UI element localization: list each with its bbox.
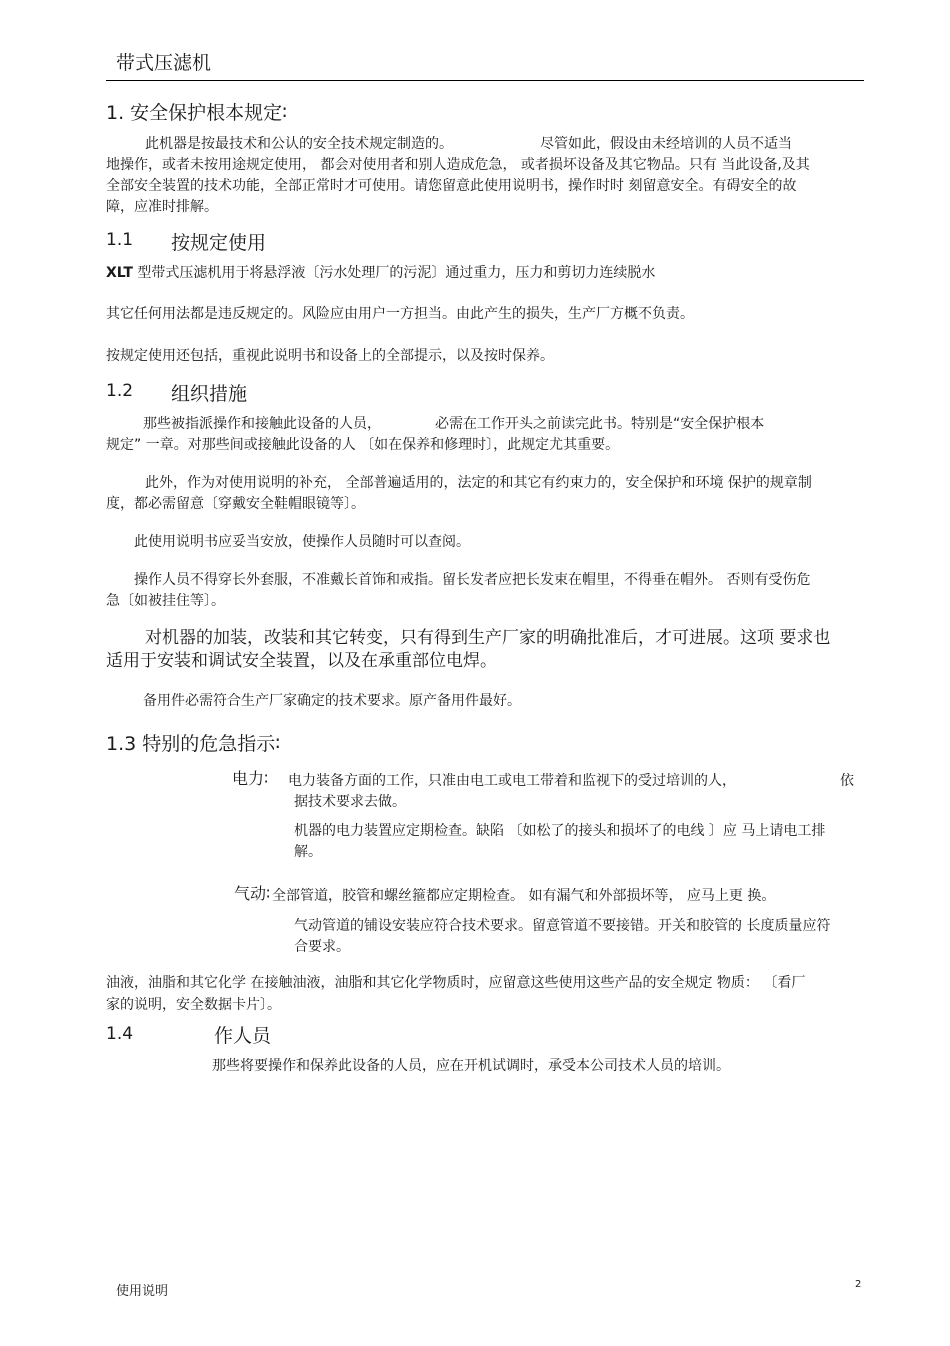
s12-para6: 备用件必需符合生产厂家确定的技术要求。原产备用件最好。 — [143, 693, 521, 709]
section-1-4-number: 1.4 — [106, 1024, 134, 1044]
section-1-2-number: 1.2 — [106, 381, 134, 401]
s11-para3: 按规定使用还包括，重视此说明书和设备上的全部提示，以及按时保养。 — [106, 348, 554, 364]
section-1-3-heading: 1.3 特别的危急指示∶ — [106, 733, 281, 755]
s12-para1a: 那些被指派操作和接触此设备的人员， — [143, 416, 381, 432]
s13-elec2a: 机器的电力装置应定期检查。缺陷 〔如松了的接头和损坏了的电线 〕应 马上请电工排 — [294, 823, 826, 839]
s12-para4a: 操作人员不得穿长外套服，不准戴长首饰和戒指。留长发者应把长发束在帽里，不得垂在帽外。 否则有受伤危 — [134, 572, 811, 588]
section-1-2-title: 组织措施 — [171, 383, 248, 405]
s11-para1 — [106, 262, 655, 284]
s12-para2b: 度，都必需留意〔穿戴安全鞋帽眼镜等〕。 — [106, 496, 365, 512]
s12-para1b: 必需在工作开头之前读完此书。特别是“安全保护根本 — [435, 416, 765, 432]
s13-elec1b: 依 — [840, 773, 854, 789]
s1-line1b: 尽管如此，假设由未经培训的人员不适当 — [540, 136, 792, 152]
s12-para5a: 对机器的加装，改装和其它转变，只有得到生产厂家的明确批准后，才可进展。这项 要求也 — [145, 628, 831, 648]
s1-line1a: 此机器是按最技术和公认的安全技术规定制造的。 — [145, 136, 453, 152]
section-1-1-title: 按规定使用 — [171, 232, 267, 254]
section-1-heading: 1. 安全保护根本规定∶ — [106, 102, 288, 124]
s13-oil1: 油液，油脂和其它化学 在接触油液，油脂和其它化学物质时，应留意这些使用这些产品的安全规定 物质： 〔看厂 — [106, 975, 806, 991]
header-divider — [106, 80, 864, 81]
s11-para1-text: 型带式压滤机用于将悬浮液〔污水处理厂的污泥〕通过重力，压力和剪切力连续脱水 — [132, 265, 656, 281]
s13-oil2: 家的说明，安全数据卡片〕。 — [106, 997, 281, 1013]
s12-para3: 此使用说明书应妥当安放，使操作人员随时可以查阅。 — [134, 534, 470, 550]
s13-pneu1: 全部管道，胶管和螺丝箍都应定期检查。 如有漏气和外部损坏等， 应马上更 换。 — [272, 888, 776, 904]
s12-para2a: 此外，作为对使用说明的补充， 全部普遍适用的，法定的和其它有约束力的，安全保护和环境 保护的规章制 — [145, 475, 812, 491]
section-1-4-title: 作人员 — [214, 1025, 272, 1047]
s12-para4b: 急〔如被挂住等〕。 — [106, 593, 225, 609]
pneumatic-label: 气动∶ — [234, 884, 271, 903]
s1-line3: 全部安全装置的技术功能，全部正常时才可使用。请您留意此使用说明书，操作时时 刻留意安全。有碍安全的故 — [106, 178, 797, 194]
s13-pneu2a: 气动管道的铺设安装应符合技术要求。留意管道不要接错。开关和胶管的 长度质量应符 — [294, 918, 831, 934]
s11-para2: 其它任何用法都是违反规定的。风险应由用户一方担当。由此产生的损失，生产厂方概不负责。 — [106, 306, 694, 322]
s1-line2: 地操作，或者未按用途规定使用， 都会对使用者和别人造成危急， 或者损坏设备及其它物品。只有 当此设备,及其 — [106, 157, 810, 173]
s1-line4: 障，应准时排解。 — [106, 199, 218, 215]
electric-label: 电力∶ — [232, 769, 269, 788]
page-header-title: 带式压滤机 — [116, 52, 212, 74]
s13-elec2b: 解。 — [294, 844, 322, 860]
s14-para1: 那些将要操作和保养此设备的人员，应在开机试调时，承受本公司技术人员的培训。 — [212, 1058, 730, 1074]
s13-pneu2b: 合要求。 — [294, 939, 350, 955]
footer-left: 使用说明 — [116, 1284, 169, 1299]
s13-elec1a: 电力装备方面的工作，只准由电工或电工带着和监视下的受过培训的人， — [288, 773, 736, 789]
s13-elec1c: 据技术要求去做。 — [294, 794, 406, 810]
section-1-1-number: 1.1 — [106, 230, 134, 250]
s12-para5b: 适用于安装和调试安全装置，以及在承重部位电焊。 — [106, 651, 497, 671]
s12-para1c: 规定” 一章。对那些间或接触此设备的人 〔如在保养和修理时〕，此规定尤其重要。 — [106, 437, 620, 453]
page-number: 2 — [855, 1279, 862, 1290]
s11-brand: XLT — [106, 265, 133, 281]
